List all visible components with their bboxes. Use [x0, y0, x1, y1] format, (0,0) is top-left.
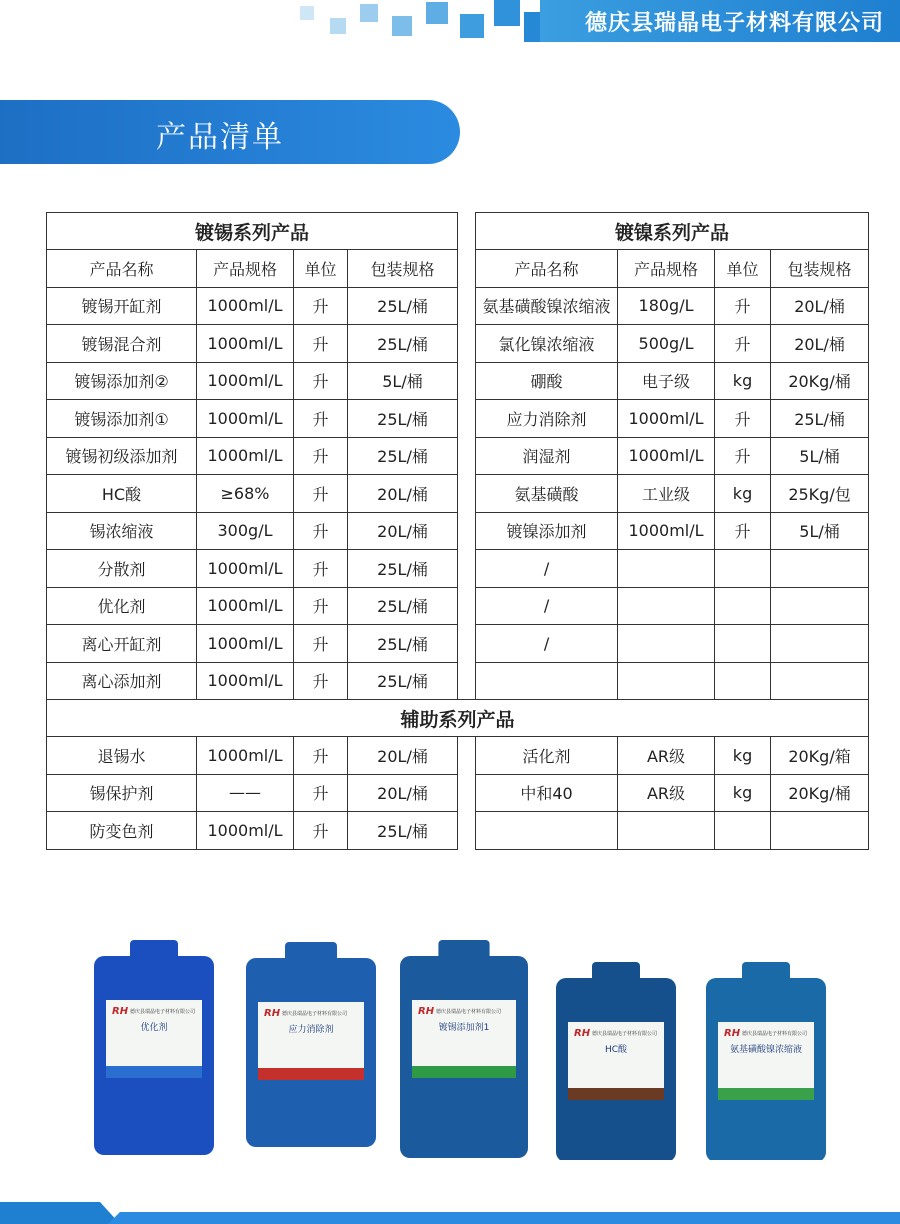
table-row [47, 362, 869, 400]
table-cell [771, 812, 869, 850]
table-cell: 润湿剂 [476, 437, 618, 475]
aux-series-title: 辅助系列产品 [47, 700, 869, 737]
table-cell: 锡保护剂 [47, 774, 197, 812]
label-brand: RH [724, 1028, 741, 1039]
table-cell: 5L/桶 [771, 437, 869, 475]
table-cell: 25L/桶 [348, 437, 458, 475]
table-cell: 离心添加剂 [47, 662, 197, 700]
table-cell: 应力消除剂 [476, 400, 618, 438]
table-cell: 500g/L [618, 325, 715, 363]
table-cell: 优化剂 [47, 587, 197, 625]
table-cell: 25L/桶 [348, 550, 458, 588]
table-cell [618, 587, 715, 625]
label-company: 德庆县瑞晶电子材料有限公司 [282, 1011, 348, 1017]
bottle-cap [592, 962, 640, 982]
bottle [246, 942, 376, 1147]
column-gap [458, 325, 476, 363]
table-cell: 25L/桶 [348, 400, 458, 438]
table-cell: 分散剂 [47, 550, 197, 588]
table-cell [715, 587, 771, 625]
table-cell: 25L/桶 [348, 662, 458, 700]
table-cell: 25L/桶 [348, 812, 458, 850]
table-row [47, 550, 869, 588]
table-row [47, 774, 869, 812]
label-brand: RH [418, 1006, 435, 1017]
table-cell: kg [715, 475, 771, 513]
table-cell: 氨基磺酸镍浓缩液 [476, 287, 618, 325]
table-cell: 镀锡开缸剂 [47, 287, 197, 325]
table-row [47, 662, 869, 700]
column-header: 产品规格 [197, 250, 294, 288]
table-cell: kg [715, 774, 771, 812]
table-cell: 工业级 [618, 475, 715, 513]
table-cell: 20L/桶 [348, 737, 458, 775]
table-cell: 25L/桶 [348, 287, 458, 325]
table-cell: 升 [294, 774, 348, 812]
table-cell: 1000ml/L [197, 437, 294, 475]
label-stripe [718, 1088, 814, 1100]
table-cell: 1000ml/L [197, 400, 294, 438]
bottle [556, 962, 676, 1160]
column-gap [458, 250, 476, 288]
column-gap [458, 512, 476, 550]
table-cell: 1000ml/L [197, 625, 294, 663]
table-cell: 1000ml/L [618, 437, 715, 475]
table-cell: 20L/桶 [348, 774, 458, 812]
table-row [47, 475, 869, 513]
table-cell: 锡浓缩液 [47, 512, 197, 550]
table-row [47, 287, 869, 325]
table-cell: 180g/L [618, 287, 715, 325]
column-gap [458, 550, 476, 588]
table-cell: 升 [715, 325, 771, 363]
table-cell [715, 812, 771, 850]
table-cell: 升 [715, 400, 771, 438]
bottom-band [0, 1202, 900, 1224]
table-cell: 1000ml/L [197, 325, 294, 363]
table-cell: 20L/桶 [348, 512, 458, 550]
page-title-band [0, 100, 460, 164]
table-cell: 1000ml/L [197, 362, 294, 400]
decorative-squares [0, 0, 560, 42]
bottle-cap [438, 940, 489, 960]
table-cell: kg [715, 362, 771, 400]
table-cell [771, 625, 869, 663]
table-row [47, 625, 869, 663]
table-cell: 防变色剂 [47, 812, 197, 850]
table-cell [715, 662, 771, 700]
table-cell: 20Kg/箱 [771, 737, 869, 775]
table-cell: —— [197, 774, 294, 812]
table-cell: 1000ml/L [618, 512, 715, 550]
table-cell: 升 [294, 512, 348, 550]
column-gap [458, 475, 476, 513]
column-gap [458, 812, 476, 850]
table-cell [476, 812, 618, 850]
column-header: 包装规格 [348, 250, 458, 288]
table-cell [618, 662, 715, 700]
table-cell: 镀镍添加剂 [476, 512, 618, 550]
table-cell: 升 [294, 325, 348, 363]
label-product-name: 氨基磺酸镍浓缩液 [729, 1045, 803, 1055]
bottle-cap [742, 962, 790, 982]
label-company: 德庆县瑞晶电子材料有限公司 [592, 1031, 658, 1037]
table-cell: 20Kg/桶 [771, 362, 869, 400]
table-cell: 升 [294, 587, 348, 625]
table-cell: 20L/桶 [771, 287, 869, 325]
table-cell [618, 812, 715, 850]
table-row [47, 325, 869, 363]
table-cell: 升 [294, 662, 348, 700]
table-cell: 离心开缸剂 [47, 625, 197, 663]
label-stripe [568, 1088, 664, 1100]
table-cell [618, 550, 715, 588]
table-cell: 300g/L [197, 512, 294, 550]
bottle-cap [285, 942, 337, 962]
column-gap [458, 400, 476, 438]
table-cell: 升 [715, 512, 771, 550]
table-cell: 5L/桶 [771, 512, 869, 550]
table-row [47, 812, 869, 850]
table-cell: 升 [294, 737, 348, 775]
bottle [706, 962, 826, 1160]
table-cell: 25Kg/包 [771, 475, 869, 513]
table-row [47, 587, 869, 625]
label-brand: RH [264, 1008, 281, 1019]
label-company: 德庆县瑞晶电子材料有限公司 [436, 1009, 502, 1015]
column-gap [458, 737, 476, 775]
table-cell [771, 662, 869, 700]
label-product-name: 应力消除剂 [288, 1025, 334, 1035]
table-row [47, 437, 869, 475]
table-cell: AR级 [618, 774, 715, 812]
table-cell: 电子级 [618, 362, 715, 400]
table-cell: 1000ml/L [197, 812, 294, 850]
table-cell: 升 [294, 287, 348, 325]
label-stripe [258, 1068, 364, 1080]
table-cell: 硼酸 [476, 362, 618, 400]
table-cell: 升 [294, 362, 348, 400]
table-row [47, 737, 869, 775]
column-header: 单位 [294, 250, 348, 288]
column-header: 产品名称 [47, 250, 197, 288]
column-gap [458, 662, 476, 700]
table-cell: 25L/桶 [348, 625, 458, 663]
column-header: 产品规格 [618, 250, 715, 288]
column-gap [458, 362, 476, 400]
section-title-row [47, 213, 869, 250]
column-header: 包装规格 [771, 250, 869, 288]
table-cell: 25L/桶 [348, 325, 458, 363]
top-banner [0, 0, 900, 42]
table-cell: kg [715, 737, 771, 775]
table-cell: 升 [294, 812, 348, 850]
table-cell: 1000ml/L [618, 400, 715, 438]
table-cell: AR级 [618, 737, 715, 775]
label-product-name: HC酸 [604, 1045, 628, 1055]
table-cell: 25L/桶 [348, 587, 458, 625]
table-cell: / [476, 625, 618, 663]
column-gap [458, 287, 476, 325]
table-row [47, 512, 869, 550]
bottle [400, 940, 528, 1158]
table-cell [715, 625, 771, 663]
table-cell: 氨基磺酸 [476, 475, 618, 513]
label-stripe [106, 1066, 202, 1078]
table-cell: 升 [294, 437, 348, 475]
table-cell: ≥68% [197, 475, 294, 513]
label-brand: RH [112, 1006, 129, 1017]
column-gap [458, 587, 476, 625]
table-cell: 镀锡添加剂① [47, 400, 197, 438]
table-cell: 1000ml/L [197, 287, 294, 325]
table-cell: 退锡水 [47, 737, 197, 775]
table-cell: 中和40 [476, 774, 618, 812]
table-cell: 5L/桶 [348, 362, 458, 400]
table-cell: 氯化镍浓缩液 [476, 325, 618, 363]
table-cell: 升 [294, 625, 348, 663]
table-cell [618, 625, 715, 663]
product-table [46, 212, 869, 850]
bottle [94, 940, 214, 1155]
table-cell: 镀锡初级添加剂 [47, 437, 197, 475]
page-title: 产品清单 [156, 120, 284, 155]
table-cell: 镀锡添加剂② [47, 362, 197, 400]
table-cell: 25L/桶 [771, 400, 869, 438]
table-cell: 活化剂 [476, 737, 618, 775]
table-cell: 20Kg/桶 [771, 774, 869, 812]
column-gap [458, 625, 476, 663]
column-header: 单位 [715, 250, 771, 288]
table-cell: 升 [715, 437, 771, 475]
table-cell: 镀锡混合剂 [47, 325, 197, 363]
column-gap [458, 437, 476, 475]
label-company: 德庆县瑞晶电子材料有限公司 [130, 1009, 196, 1015]
table-cell: / [476, 550, 618, 588]
table-cell: / [476, 587, 618, 625]
table-cell: 升 [294, 475, 348, 513]
table-cell [771, 550, 869, 588]
table-cell: 升 [294, 400, 348, 438]
table-cell [715, 550, 771, 588]
column-header: 产品名称 [476, 250, 618, 288]
table-cell: 升 [715, 287, 771, 325]
table-row [47, 400, 869, 438]
bottle-cap [130, 940, 178, 960]
tin-series-title: 镀锡系列产品 [47, 213, 458, 250]
table-cell [771, 587, 869, 625]
table-cell [476, 662, 618, 700]
table-cell: 升 [294, 550, 348, 588]
product-bottles-photo [80, 930, 840, 1160]
column-gap [458, 774, 476, 812]
column-header-row [47, 250, 869, 288]
table-cell: 20L/桶 [348, 475, 458, 513]
column-gap [458, 213, 476, 250]
section-title-row [47, 700, 869, 737]
label-company: 德庆县瑞晶电子材料有限公司 [742, 1031, 808, 1037]
table-cell: 20L/桶 [771, 325, 869, 363]
label-product-name: 镀锡添加剂1 [438, 1023, 490, 1033]
table-cell: HC酸 [47, 475, 197, 513]
label-brand: RH [574, 1028, 591, 1039]
table-cell: 1000ml/L [197, 737, 294, 775]
table-cell: 1000ml/L [197, 662, 294, 700]
table-cell: 1000ml/L [197, 587, 294, 625]
label-product-name: 优化剂 [140, 1023, 168, 1033]
table-cell: 1000ml/L [197, 550, 294, 588]
company-name: 德庆县瑞晶电子材料有限公司 [584, 10, 884, 36]
nickel-series-title: 镀镍系列产品 [476, 213, 869, 250]
label-stripe [412, 1066, 516, 1078]
